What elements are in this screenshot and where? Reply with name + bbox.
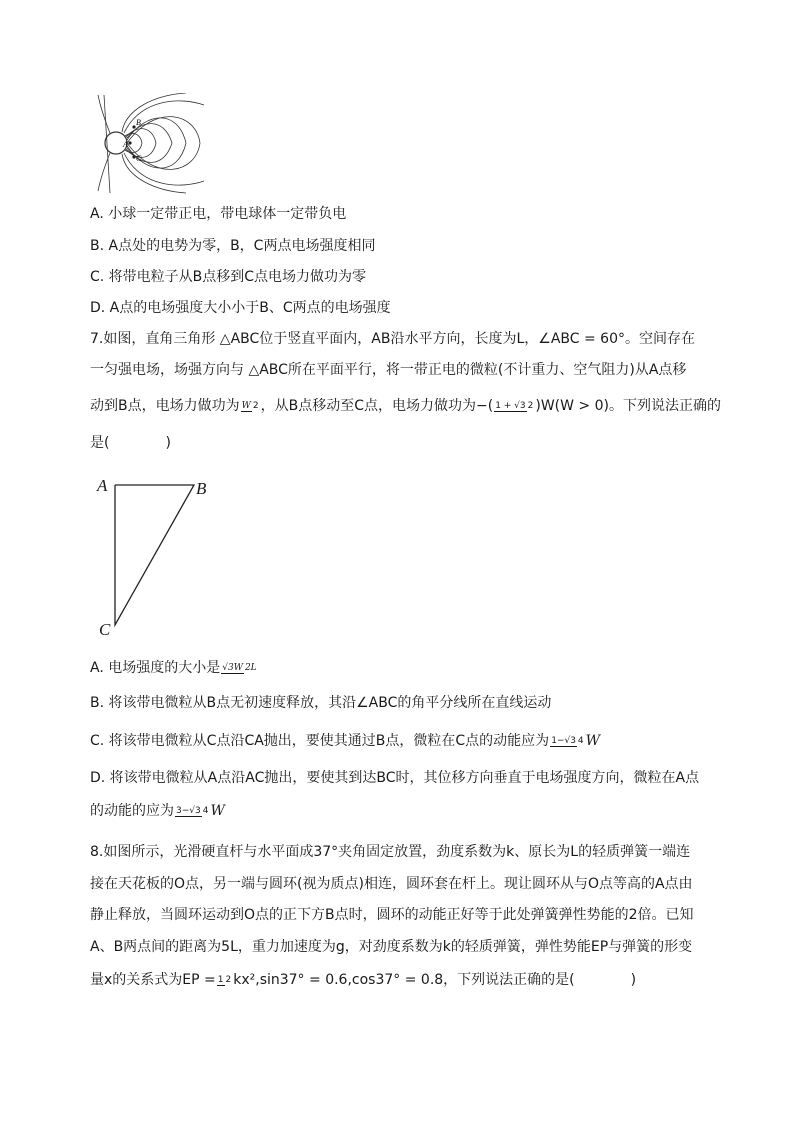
q7-option-d-line2: 的动能的应为 3−√3 4 W — [90, 803, 225, 819]
field-lines-figure — [96, 93, 206, 195]
q6-option-d: D. A点的电场强度大小小于B、C两点的电场强度 — [90, 300, 391, 316]
fraction: √3W 2L — [222, 662, 257, 673]
triangle-label-a: A — [97, 476, 108, 495]
fraction: W 2 — [241, 400, 259, 411]
q8-stem-line2: 接在天花板的O点，另一端与圆环(视为质点)相连，圆环套在杆上。现让圆环从与O点等高的A点由 — [90, 876, 693, 892]
fraction: 1−√3 4 — [551, 735, 584, 746]
q6-option-c: C. 将带电粒子从B点移到C点电场力做功为零 — [90, 269, 367, 285]
q7-option-d-line1: D. 将该带电微粒从A点沿AC抛出，要使其到达BC时，其位移方向垂直于电场强度方向，微粒在A点 — [90, 770, 700, 786]
fraction: 3−√3 4 — [176, 805, 209, 816]
q7-option-c: C. 将该带电微粒从C点沿CA抛出，要使其通过B点，微粒在C点的动能应为 1−√3 4 W — [90, 733, 601, 749]
triangle-label-b: B — [196, 479, 207, 498]
q8-stem-line5: 量x的关系式为EP =1 2 kx²,sin37° = 0.6,cos37° = 0.8，下列说法正确的是( ) — [90, 972, 637, 988]
q8-stem-line3: 静止释放，当圆环运动到O点的正下方B点时，圆环的动能正好等于此处弹簧弹性势能的2倍。已知 — [90, 907, 694, 923]
q7-stem-line1: 7.如图，直角三角形 △ABC位于竖直平面内，AB沿水平方向，长度为L，∠ABC = 60°。空间存在 — [90, 331, 695, 347]
fig1-label-a: A — [123, 140, 128, 149]
q8-stem-line1: 8.如图所示，光滑硬直杆与水平面成37°夹角固定放置，劲度系数为k、原长为L的轻质弹簧一端连 — [90, 844, 691, 860]
fraction: 1 + √3 2 — [495, 400, 534, 411]
triangle-abc-figure — [110, 480, 200, 630]
triangle-label-c: C — [99, 620, 111, 639]
fig1-label-c: C — [136, 154, 142, 163]
q7-stem-line3: 动到B点，电场力做功为 W 2 ，从B点移动至C点，电场力做功为−( 1 + √3 2 )W(W > 0)。下列说法正确的 — [90, 398, 721, 414]
q7-option-b: B. 将该带电微粒从B点无初速度释放，其沿∠ABC的角平分线所在直线运动 — [90, 695, 552, 711]
q7-option-a: A. 电场强度的大小是 √3W 2L — [90, 660, 257, 676]
q7-stem-line2: 一匀强电场，场强方向与 △ABC所在平面平行，将一带正电的微粒(不计重力、空气阻力)从A点移 — [90, 362, 687, 378]
q7-stem-line4: 是( ) — [90, 435, 171, 451]
q6-option-b: B. A点处的电势为零，B，C两点电场强度相同 — [90, 238, 376, 254]
q6-option-a: A. 小球一定带正电，带电球体一定带负电 — [90, 206, 347, 222]
fig1-label-b: B — [136, 118, 141, 127]
q8-stem-line4: A、B两点间的距离为5L，重力加速度为g，对劲度系数为k的轻质弹簧，弹性势能EP与弹簧的形变 — [90, 939, 693, 955]
fraction: 1 2 — [217, 974, 232, 985]
